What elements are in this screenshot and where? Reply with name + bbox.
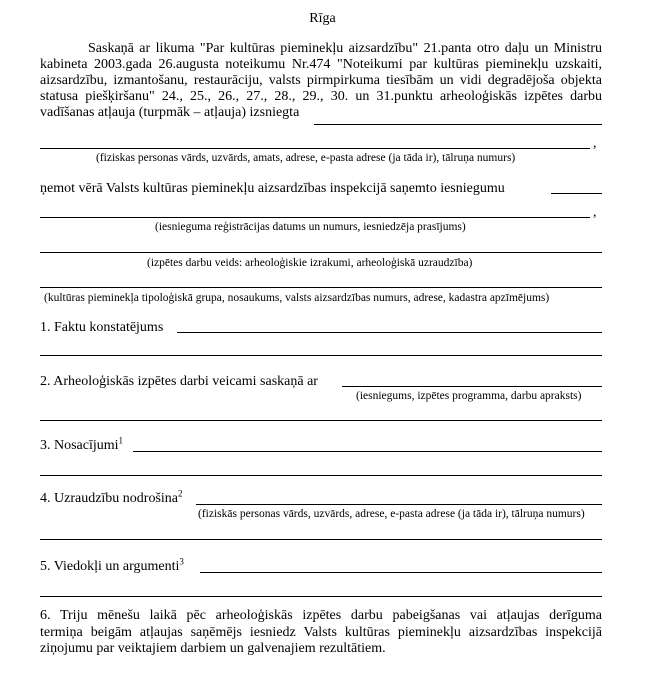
footnote-marker: 1: [118, 435, 124, 446]
intro-line: Saskaņā ar likuma "Par kultūras pieminekļu aizsardzību" 21.panta otro daļu un Ministru: [88, 41, 602, 56]
basis-field-line-2[interactable]: [40, 420, 602, 421]
application-text: ņemot vērā Valsts kultūras pieminekļu aizsardzības inspekcijā saņemto iesniegumu: [40, 181, 505, 196]
monument-caption: (kultūras pieminekļa tipoloģiskā grupa, nosaukums, valsts aizsardzības numurs, adrese, kadastra apzīmējums): [44, 292, 550, 304]
section-2-label: 2. Arheoloģiskās izpētes darbi veicami saskaņā ar: [40, 374, 318, 389]
application-field-start[interactable]: [551, 193, 602, 194]
facts-field[interactable]: [177, 332, 602, 333]
issued-to-field[interactable]: [314, 124, 602, 125]
intro-line: vadīšanas atļauja (turpmāk – atļauja) izsniegta: [40, 105, 300, 120]
intro-paragraph: [40, 41, 602, 121]
supervision-caption: (fiziskās personas vārds, uzvārds, adrese, e-pasta adrese (ja tāda ir), tālruņa numurs): [198, 508, 585, 520]
supervision-field-line-2[interactable]: [40, 539, 602, 540]
monument-field[interactable]: [40, 287, 602, 288]
application-caption: (iesnieguma reģistrācijas datums un numurs, iesniedzēja prasījums): [155, 221, 466, 233]
intro-line: kabineta 2003.gada 26.augusta noteikumu Nr.474 "Noteikumi par kultūras pieminekļu uzskaiti,: [40, 57, 602, 72]
footnote-marker: 3: [179, 556, 184, 567]
city-heading: Rīga: [309, 11, 336, 26]
comma: ,: [593, 136, 597, 151]
footnote-marker: 2: [178, 488, 183, 499]
opinions-field-line-2[interactable]: [40, 596, 602, 597]
section-6-line: ziņojumu par veiktajiem darbiem un galvenajiem rezultātiem.: [40, 641, 386, 656]
person-details-caption: (fiziskas personas vārds, uzvārds, amats, adrese, e-pasta adrese (ja tāda ir), tālruņa numurs): [96, 152, 516, 164]
section-6-paragraph: [40, 608, 602, 658]
section-6-line: termiņa beigām atļaujas saņēmējs iesniedz Valsts kultūras pieminekļu aizsardzības inspekcijā: [40, 624, 602, 640]
intro-line: aizsardzību, izmantošanu, restaurāciju, valsts pirmpirkuma tiesībām un vidi degradējoša objekta: [40, 73, 602, 88]
basis-field[interactable]: [342, 386, 602, 387]
person-details-field[interactable]: [40, 148, 590, 149]
basis-caption: (iesniegums, izpētes programma, darbu apraksts): [356, 390, 582, 402]
conditions-field-line-2[interactable]: [40, 475, 602, 476]
intro-line: statusa piešķiršanu" 24., 25., 26., 27., 28., 29., 30. un 31.punktu arheoloģiskās izpētes darbu: [40, 89, 602, 104]
conditions-field[interactable]: [133, 451, 602, 452]
work-type-caption: (izpētes darbu veids: arheoloģiskie izrakumi, arheoloģiskā uzraudzība): [147, 257, 473, 269]
section-4-label: 4. Uzraudzību nodrošina$^2$: [40, 488, 183, 506]
opinions-field[interactable]: [200, 572, 602, 573]
section-6-line: 6. Triju mēnešu laikā pēc arheoloģiskās izpētes darbu pabeigšanas vai atļaujas derīguma: [40, 608, 602, 623]
section-5-label: 5. Viedokļi un argumenti$^3$: [40, 556, 184, 574]
facts-field-line-2[interactable]: [40, 355, 602, 356]
section-1-label: 1. Faktu konstatējums: [40, 320, 164, 335]
comma: ,: [593, 205, 597, 220]
supervision-field[interactable]: [196, 504, 602, 505]
work-type-field[interactable]: [40, 252, 602, 253]
application-field[interactable]: [40, 217, 590, 218]
section-3-label: 3. Nosacījumi$^1$: [40, 435, 124, 453]
